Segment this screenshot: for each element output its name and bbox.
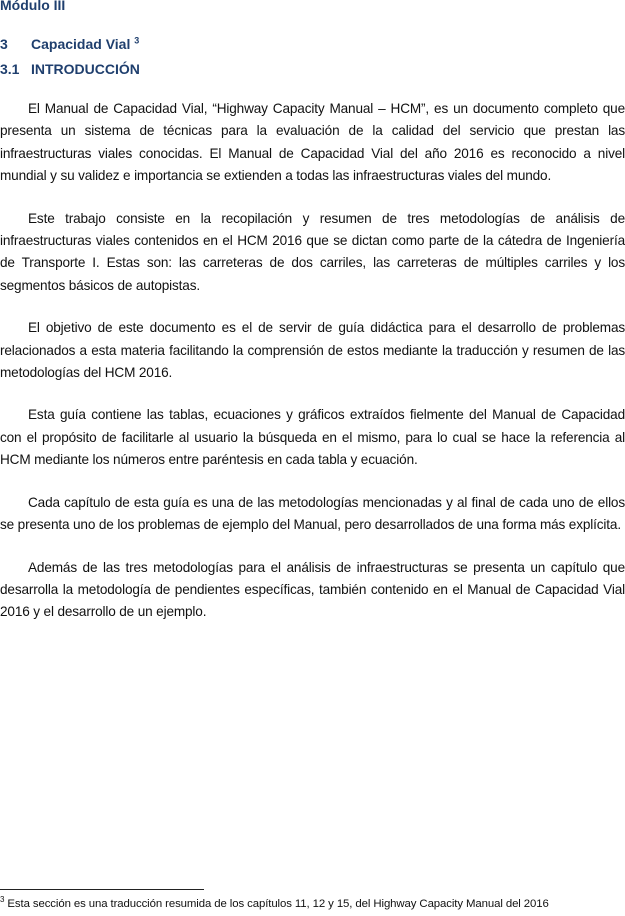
footnote-text: Esta sección es una traducción resumida de los capítulos 11, 12 y 15, del Highway Capacity Manual del 2016 [4,898,549,910]
paragraph-5: Cada capítulo de esta guía es una de las metodologías mencionadas y al final de cada uno de ellos se presenta uno de los problemas de ejemplo del Manual, pero desarrollados de una forma más explícita. [0,494,625,533]
section-number: 3 [0,36,8,52]
paragraph-4: Esta guía contiene las tablas, ecuaciones y gráficos extraídos fielmente del Manual de Capacidad con el propósito de facilitarle al usuario la búsqueda en el mismo, para lo cual se hace la referencia al HCM mediante los números entre paréntesis en cada tabla y ecuación. [0,407,625,468]
section-title: Capacidad Vial [31,36,131,52]
paragraph-6: Además de las tres metodologías para el análisis de infraestructuras se presenta un capítulo que desarrolla la metodología de pendientes específicas, también contenido en el Manual de Capacidad Vial 2016 y el desarrollo de un ejemplo. [0,559,625,620]
body-text [0,98,625,644]
module-title: Módulo III [0,0,66,13]
section-heading [0,36,139,52]
footnote [0,897,625,911]
section-footnote-ref: 3 [134,35,140,46]
subsection-title: INTRODUCCIÓN [31,61,140,77]
paragraph-3: El objetivo de este documento es el de servir de guía didáctica para el desarrollo de problemas relacionados a esta materia facilitando la comprensión de estos mediante la traducción y resumen de las metodologías del HCM 2016. [0,320,625,381]
subsection-number: 3.1 [0,61,20,77]
paragraph-1: El Manual de Capacidad Vial, “Highway Capacity Manual – HCM”, es un documento completo que presenta un sistema de técnicas para la evaluación de la calidad del servicio que prestan las infraestructuras viales conocidas. El Manual de Capacidad Vial del año 2016 es reconocido a nivel mundial y su validez e importancia se extienden a todas las infraestructuras viales del mundo. [0,101,625,184]
footnote-marker: 3 [0,895,5,905]
subsection-heading [0,61,140,77]
footnote-divider [0,889,204,890]
paragraph-2: Este trabajo consiste en la recopilación y resumen de tres metodologías de análisis de infraestructuras viales contenidos en el HCM 2016 que se dictan como parte de la cátedra de Ingeniería de Transporte I. Estas son: las carreteras de dos carriles, las carreteras de múltiples carriles y los segmentos básicos de autopistas. [0,210,625,293]
